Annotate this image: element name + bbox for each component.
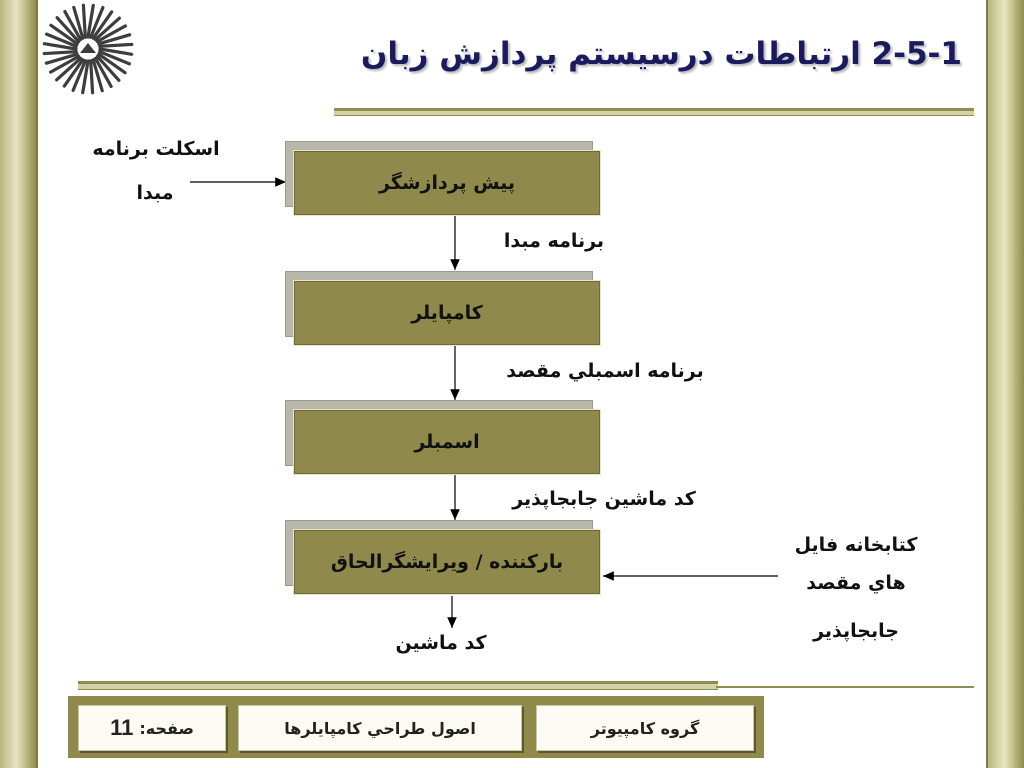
preprocessor-label: پيش پردازشگر: [378, 172, 516, 194]
libraries-label-line2: هاي مقصد: [806, 572, 906, 594]
source-skeleton-label-line2: مبدا: [136, 182, 174, 204]
assembler-label: اسمبلر: [414, 431, 480, 453]
footer-page-label: صفحه:: [139, 718, 194, 738]
right-decorative-bar: [986, 0, 1024, 768]
university-logo-icon: [36, 3, 140, 103]
footer-group-name: [536, 705, 754, 751]
loader-linker-label: بارکننده / ويرايشگرالحاق: [330, 551, 564, 573]
assembly-program-edge-label: برنامه اسمبلي مقصد: [506, 360, 704, 382]
libraries-label-line1: کتابخانه فايل: [794, 534, 918, 556]
assembler-box: [293, 409, 601, 475]
compiler-label: کامپايلر: [411, 302, 483, 324]
footer-page-number: 11: [110, 715, 134, 740]
footer-course-text: اصول طراحي کامپايلرها: [284, 718, 476, 738]
libraries-label-line3: جابجاپذير: [813, 620, 899, 642]
footer-divider-thin: [716, 686, 974, 688]
footer-group-text: گروه کامپيوتر: [590, 718, 700, 738]
source-skeleton-label-line1: اسکلت برنامه: [92, 138, 220, 160]
loader-linker-box: [293, 529, 601, 595]
footer-course-name: [238, 705, 522, 751]
slide-title: 2-5-1 ارتباطات درسيستم پردازش زبان: [360, 36, 962, 72]
compiler-box: [293, 280, 601, 346]
machine-code-output-label: کد ماشين: [395, 632, 487, 654]
preprocessor-box: [293, 150, 601, 216]
title-divider: [334, 108, 974, 116]
footer-page-indicator: [78, 705, 226, 751]
left-decorative-bar: [0, 0, 38, 768]
source-program-edge-label: برنامه مبدا: [503, 230, 605, 252]
footer-divider: [78, 681, 718, 690]
relocatable-code-edge-label: کد ماشين جابجاپذير: [512, 488, 696, 510]
